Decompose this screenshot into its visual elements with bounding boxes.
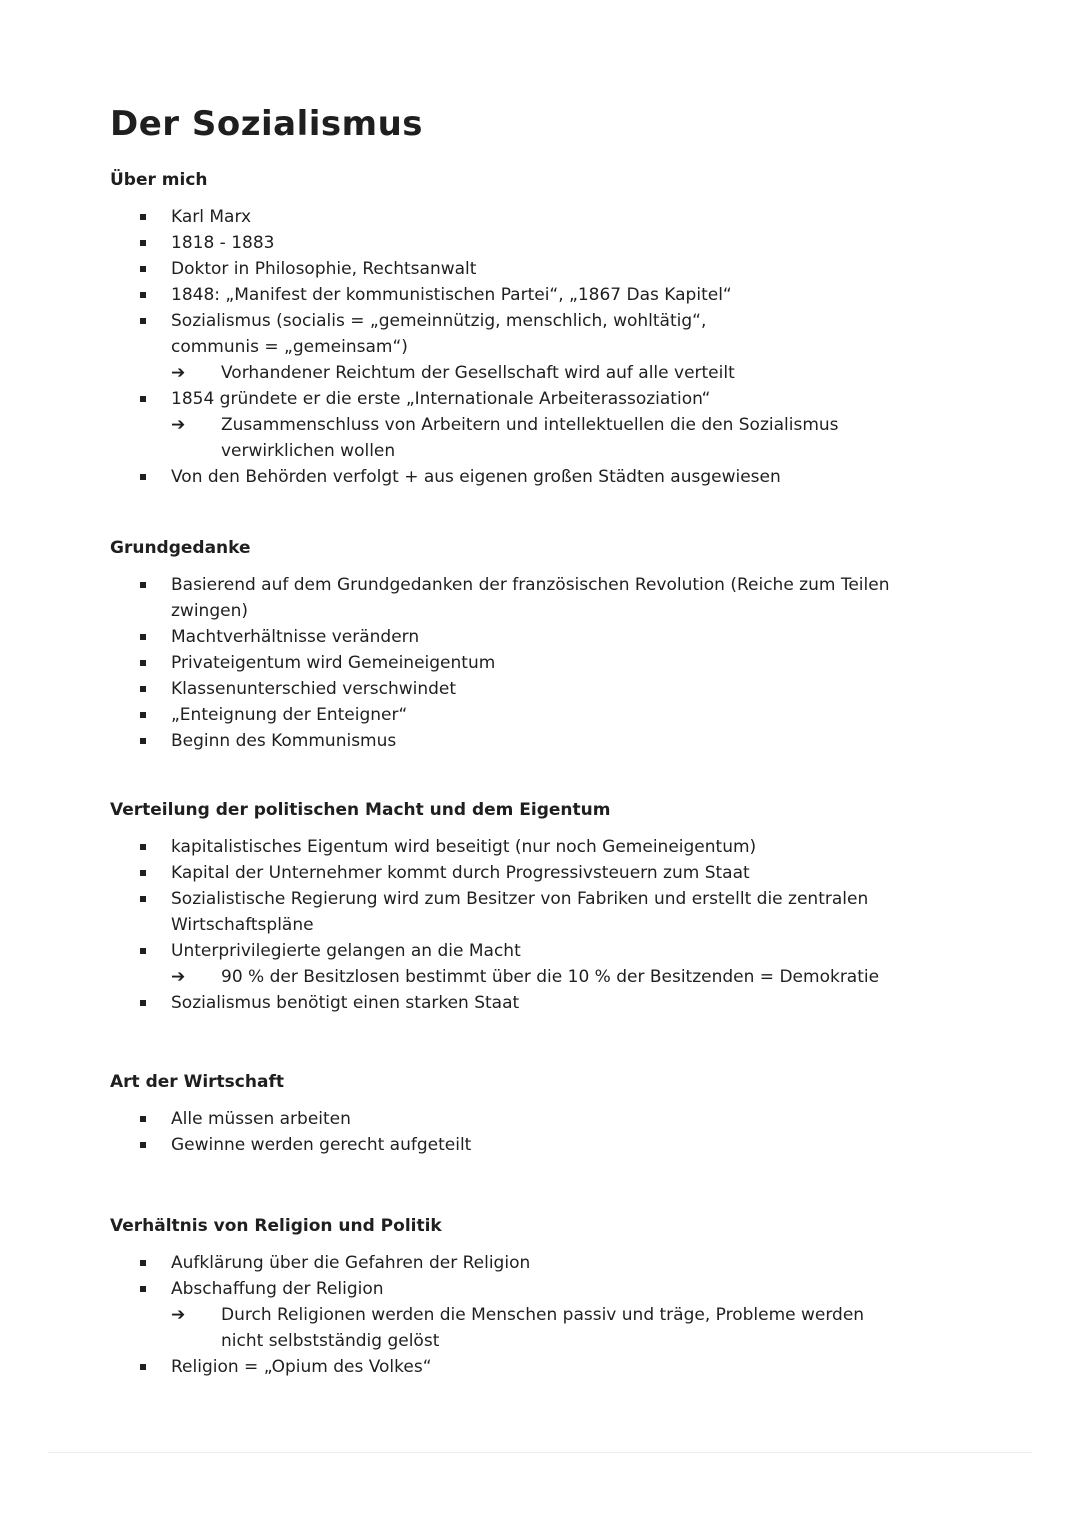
sub-item-text: 90 % der Besitzlosen bestimmt über die 10 % der Besitzenden = Demokratie — [221, 967, 880, 987]
bullet-list-religion — [110, 1250, 1010, 1380]
list-item-line: Abschaffung der Religion — [171, 1279, 384, 1299]
list-item — [140, 386, 1010, 464]
bullet-list-economy — [110, 1106, 1010, 1158]
sub-item-text: Zusammenschluss von Arbeitern und intellektuellen die den Sozialismus verwirklichen wollen — [221, 415, 839, 461]
section-about — [110, 170, 1010, 490]
list-item: 1848: „Manifest der kommunistischen Partei“, „1867 Das Kapitel“ — [140, 282, 1010, 308]
list-item: Machtverhältnisse verändern — [140, 624, 920, 650]
section-economy — [110, 1072, 1010, 1158]
list-item: Aufklärung über die Gefahren der Religion — [140, 1250, 1010, 1276]
sub-item — [171, 1302, 881, 1354]
sub-item-text: Durch Religionen werden die Menschen passiv und träge, Probleme werden nicht selbstständig gelöst — [221, 1305, 865, 1351]
list-item: Gewinne werden gerecht aufgeteilt — [140, 1132, 1010, 1158]
arrow-right-icon: ➔ — [171, 1305, 186, 1325]
list-item: Religion = „Opium des Volkes“ — [140, 1354, 1010, 1380]
list-item: Klassenunterschied verschwindet — [140, 676, 920, 702]
list-item: 1818 - 1883 — [140, 230, 1010, 256]
arrow-right-icon: ➔ — [171, 363, 186, 383]
page-divider — [48, 1452, 1032, 1453]
list-item: Sozialistische Regierung wird zum Besitzer von Fabriken und erstellt die zentralen Wirtschaftspläne — [140, 886, 940, 938]
list-item: Basierend auf dem Grundgedanken der französischen Revolution (Reiche zum Teilen zwingen) — [140, 572, 920, 624]
list-item: Kapital der Unternehmer kommt durch Progressivsteuern zum Staat — [140, 860, 940, 886]
list-item: Privateigentum wird Gemeineigentum — [140, 650, 920, 676]
list-item — [140, 1276, 1010, 1354]
sub-item — [171, 412, 861, 464]
list-item: Karl Marx — [140, 204, 1010, 230]
bullet-list-idea — [110, 572, 920, 754]
arrow-right-icon: ➔ — [171, 415, 186, 435]
list-item: kapitalistisches Eigentum wird beseitigt (nur noch Gemeineigentum) — [140, 834, 940, 860]
section-heading-power: Verteilung der politischen Macht und dem Eigentum — [110, 800, 611, 820]
list-item — [140, 308, 1010, 386]
page-title: Der Sozialismus — [110, 104, 424, 144]
list-item-line: Sozialismus (socialis = „gemeinnützig, menschlich, wohltätig“, — [171, 311, 707, 331]
section-religion — [110, 1216, 1010, 1380]
list-item: Beginn des Kommunismus — [140, 728, 920, 754]
section-heading-economy: Art der Wirtschaft — [110, 1072, 284, 1092]
section-heading-religion: Verhältnis von Religion und Politik — [110, 1216, 442, 1236]
arrow-right-icon: ➔ — [171, 967, 186, 987]
section-idea — [110, 538, 1010, 754]
section-heading-about: Über mich — [110, 170, 208, 190]
list-item-line: communis = „gemeinsam“) — [171, 337, 408, 357]
list-item: Doktor in Philosophie, Rechtsanwalt — [140, 256, 1010, 282]
sub-item — [171, 360, 1010, 386]
sub-item — [171, 964, 940, 990]
list-item: Von den Behörden verfolgt + aus eigenen großen Städten ausgewiesen — [140, 464, 1010, 490]
list-item: Sozialismus benötigt einen starken Staat — [140, 990, 940, 1016]
list-item: Alle müssen arbeiten — [140, 1106, 1010, 1132]
list-item: „Enteignung der Enteigner“ — [140, 702, 920, 728]
list-item-line: Unterprivilegierte gelangen an die Macht — [171, 941, 521, 961]
bullet-list-power — [110, 834, 940, 1016]
section-power — [110, 800, 1010, 1016]
list-item — [140, 938, 940, 990]
list-item-line: 1854 gründete er die erste „Internationale Arbeiterassoziation“ — [171, 389, 711, 409]
sub-item-text: Vorhandener Reichtum der Gesellschaft wird auf alle verteilt — [221, 363, 735, 383]
section-heading-idea: Grundgedanke — [110, 538, 251, 558]
bullet-list-about — [110, 204, 1010, 490]
